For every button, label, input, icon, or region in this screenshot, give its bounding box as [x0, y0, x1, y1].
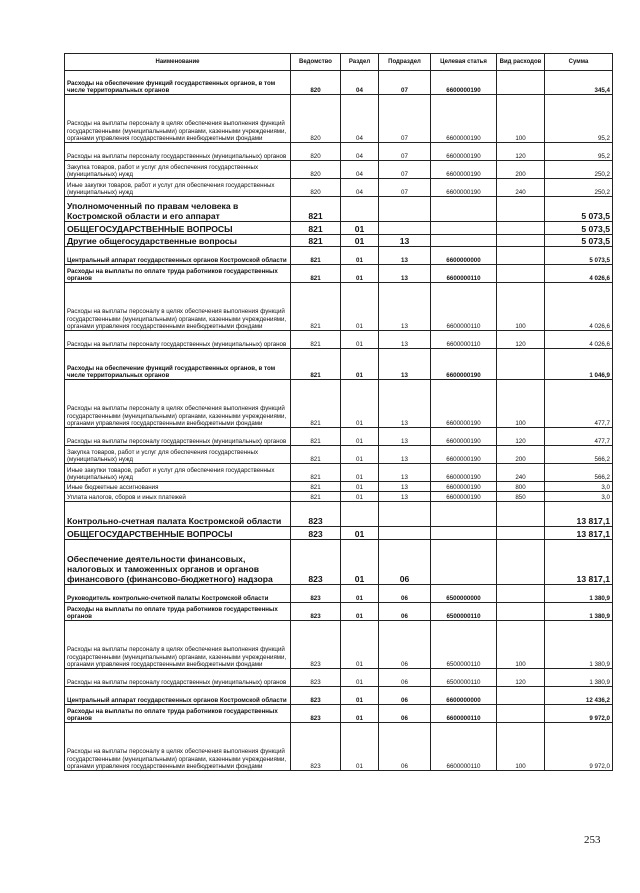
cell-name: Расходы на выплаты персоналу государственных (муниципальных) органов [65, 331, 291, 349]
cell-subsection: 06 [379, 669, 431, 687]
cell-name: Расходы на выплаты персоналу государственных (муниципальных) органов [65, 669, 291, 687]
table-row [65, 247, 613, 265]
cell-amount: 1 046,9 [545, 349, 613, 380]
table-row [65, 428, 613, 446]
table-row [65, 502, 613, 527]
cell-department: 823 [291, 687, 341, 705]
cell-amount: 250,2 [545, 161, 613, 179]
cell-department: 821 [291, 331, 341, 349]
cell-expense-type [497, 502, 545, 527]
table-row [65, 95, 613, 143]
cell-section: 01 [341, 723, 379, 771]
header-subsection: Подраздел [379, 54, 431, 71]
table-row [65, 265, 613, 283]
cell-target-article: 6600000190 [431, 464, 497, 482]
cell-amount: 5 073,5 [545, 222, 613, 235]
cell-subsection: 13 [379, 349, 431, 380]
cell-amount: 5 073,5 [545, 197, 613, 222]
cell-target-article: 6500000110 [431, 669, 497, 687]
cell-department: 820 [291, 161, 341, 179]
cell-target-article: 6600000000 [431, 247, 497, 265]
cell-target-article [431, 235, 497, 247]
cell-name: Другие общегосударственные вопросы [65, 235, 291, 247]
cell-subsection: 13 [379, 492, 431, 502]
cell-subsection: 13 [379, 265, 431, 283]
table-row [65, 235, 613, 247]
table-header-row [65, 54, 613, 71]
table-row [65, 621, 613, 669]
cell-name: Уплата налогов, сборов и иных платежей [65, 492, 291, 502]
cell-amount: 566,2 [545, 446, 613, 464]
cell-department: 823 [291, 621, 341, 669]
cell-expense-type: 120 [497, 669, 545, 687]
cell-amount: 1 380,9 [545, 603, 613, 621]
header-department: Ведомство [291, 54, 341, 71]
cell-name: Расходы на выплаты персоналу в целях обеспечения выполнения функций государственными (муниципальными) органами, казенными учреждениями, органами управления государственными внебюджетными фондами [65, 723, 291, 771]
header-name: Наименование [65, 54, 291, 71]
cell-name: Закупка товаров, работ и услуг для обеспечения государственных (муниципальных) нужд [65, 161, 291, 179]
cell-subsection [379, 222, 431, 235]
cell-subsection: 13 [379, 331, 431, 349]
cell-expense-type: 850 [497, 492, 545, 502]
cell-subsection: 07 [379, 95, 431, 143]
table-row [65, 222, 613, 235]
cell-section: 01 [341, 464, 379, 482]
table-row [65, 197, 613, 222]
header-section: Раздел [341, 54, 379, 71]
table-row [65, 492, 613, 502]
cell-name: Иные бюджетные ассигнования [65, 482, 291, 492]
cell-expense-type: 240 [497, 464, 545, 482]
cell-amount: 4 026,6 [545, 265, 613, 283]
cell-department: 821 [291, 265, 341, 283]
cell-target-article: 6600000000 [431, 687, 497, 705]
table-row [65, 585, 613, 603]
cell-expense-type [497, 222, 545, 235]
cell-target-article [431, 502, 497, 527]
cell-amount: 3,0 [545, 492, 613, 502]
cell-section: 01 [341, 540, 379, 585]
cell-target-article: 6500000110 [431, 603, 497, 621]
cell-department: 823 [291, 603, 341, 621]
table-row [65, 161, 613, 179]
cell-expense-type: 200 [497, 161, 545, 179]
cell-name: Расходы на выплаты персоналу в целях обеспечения выполнения функций государственными (муниципальными) органами, казенными учреждениями, органами управления государственными внебюджетными фондами [65, 380, 291, 428]
cell-amount: 95,2 [545, 143, 613, 161]
cell-amount: 95,2 [545, 95, 613, 143]
cell-amount: 477,7 [545, 380, 613, 428]
cell-department: 820 [291, 179, 341, 197]
cell-amount: 13 817,1 [545, 540, 613, 585]
cell-target-article: 6500000110 [431, 621, 497, 669]
cell-target-article: 6600000190 [431, 492, 497, 502]
cell-target-article: 6600000190 [431, 349, 497, 380]
cell-section: 01 [341, 446, 379, 464]
cell-name: Расходы на выплаты персоналу в целях обеспечения выполнения функций государственными (муниципальными) органами, казенными учреждениями, органами управления государственными внебюджетными фондами [65, 95, 291, 143]
cell-subsection: 13 [379, 380, 431, 428]
table-row [65, 446, 613, 464]
cell-target-article [431, 222, 497, 235]
cell-expense-type: 200 [497, 446, 545, 464]
table-row [65, 380, 613, 428]
cell-amount: 566,2 [545, 464, 613, 482]
cell-target-article [431, 527, 497, 540]
cell-expense-type [497, 265, 545, 283]
cell-target-article: 6600000190 [431, 380, 497, 428]
cell-target-article: 6600000110 [431, 265, 497, 283]
budget-table-sheet [64, 53, 612, 771]
cell-section: 01 [341, 621, 379, 669]
cell-target-article [431, 540, 497, 585]
cell-expense-type: 100 [497, 723, 545, 771]
cell-subsection: 13 [379, 428, 431, 446]
cell-department: 821 [291, 428, 341, 446]
cell-section [341, 502, 379, 527]
cell-department: 821 [291, 464, 341, 482]
cell-name: ОБЩЕГОСУДАРСТВЕННЫЕ ВОПРОСЫ [65, 527, 291, 540]
cell-amount: 9 972,0 [545, 723, 613, 771]
cell-expense-type [497, 585, 545, 603]
table-row [65, 603, 613, 621]
cell-amount: 1 380,9 [545, 621, 613, 669]
cell-name: Обеспечение деятельности финансовых, налоговых и таможенных органов и органов финансового (финансово-бюджетного) надзора [65, 540, 291, 585]
cell-amount: 4 026,6 [545, 331, 613, 349]
cell-subsection: 13 [379, 283, 431, 331]
cell-expense-type [497, 197, 545, 222]
cell-name: Уполномоченный по правам человека в Костромской области и его аппарат [65, 197, 291, 222]
cell-subsection: 07 [379, 179, 431, 197]
cell-target-article: 6600000190 [431, 95, 497, 143]
cell-department: 821 [291, 235, 341, 247]
cell-department: 823 [291, 669, 341, 687]
cell-amount: 1 380,9 [545, 669, 613, 687]
cell-amount: 1 380,9 [545, 585, 613, 603]
cell-expense-type: 100 [497, 621, 545, 669]
cell-name: Закупка товаров, работ и услуг для обеспечения государственных (муниципальных) нужд [65, 446, 291, 464]
table-row [65, 540, 613, 585]
cell-name: Центральный аппарат государственных органов Костромской области [65, 247, 291, 265]
cell-name: Расходы на выплаты по оплате труда работников государственных органов [65, 603, 291, 621]
cell-target-article: 6600000190 [431, 446, 497, 464]
cell-amount: 3,0 [545, 482, 613, 492]
cell-expense-type: 800 [497, 482, 545, 492]
cell-section: 01 [341, 349, 379, 380]
cell-expense-type: 100 [497, 380, 545, 428]
table-row [65, 283, 613, 331]
table-row [65, 349, 613, 380]
cell-expense-type: 240 [497, 179, 545, 197]
cell-name: Расходы на выплаты по оплате труда работников государственных органов [65, 705, 291, 723]
cell-amount: 4 026,6 [545, 283, 613, 331]
cell-amount: 9 972,0 [545, 705, 613, 723]
cell-expense-type: 100 [497, 95, 545, 143]
cell-name: ОБЩЕГОСУДАРСТВЕННЫЕ ВОПРОСЫ [65, 222, 291, 235]
cell-subsection [379, 502, 431, 527]
cell-target-article: 6600000190 [431, 143, 497, 161]
table-row [65, 687, 613, 705]
cell-expense-type [497, 235, 545, 247]
cell-subsection: 06 [379, 603, 431, 621]
table-row [65, 331, 613, 349]
cell-subsection: 06 [379, 621, 431, 669]
cell-expense-type: 100 [497, 283, 545, 331]
cell-subsection: 13 [379, 235, 431, 247]
page-number: 253 [584, 834, 601, 846]
cell-subsection: 06 [379, 540, 431, 585]
cell-department: 821 [291, 283, 341, 331]
cell-section: 04 [341, 71, 379, 95]
cell-department: 823 [291, 723, 341, 771]
cell-name: Контрольно-счетная палата Костромской области [65, 502, 291, 527]
budget-table [64, 53, 613, 771]
cell-section: 01 [341, 265, 379, 283]
cell-subsection: 06 [379, 687, 431, 705]
cell-amount: 250,2 [545, 179, 613, 197]
cell-name: Центральный аппарат государственных органов Костромской области [65, 687, 291, 705]
cell-subsection: 07 [379, 161, 431, 179]
cell-department: 821 [291, 197, 341, 222]
cell-subsection: 13 [379, 446, 431, 464]
cell-subsection: 07 [379, 143, 431, 161]
cell-target-article [431, 197, 497, 222]
cell-amount: 5 073,5 [545, 235, 613, 247]
cell-name: Расходы на выплаты персоналу в целях обеспечения выполнения функций государственными (муниципальными) органами, казенными учреждениями, органами управления государственными внебюджетными фондами [65, 621, 291, 669]
cell-section [341, 197, 379, 222]
table-row [65, 527, 613, 540]
cell-target-article: 6600000110 [431, 331, 497, 349]
header-target-article: Целевая статья [431, 54, 497, 71]
cell-section: 04 [341, 179, 379, 197]
header-expense-type: Вид расходов [497, 54, 545, 71]
cell-target-article: 6600000110 [431, 283, 497, 331]
cell-target-article: 6600000110 [431, 705, 497, 723]
table-row [65, 179, 613, 197]
cell-department: 820 [291, 143, 341, 161]
table-row [65, 705, 613, 723]
cell-subsection: 13 [379, 464, 431, 482]
cell-target-article: 6600000190 [431, 482, 497, 492]
cell-section: 01 [341, 669, 379, 687]
cell-department: 821 [291, 247, 341, 265]
cell-department: 821 [291, 482, 341, 492]
cell-section: 01 [341, 603, 379, 621]
cell-expense-type [497, 687, 545, 705]
cell-section: 01 [341, 428, 379, 446]
cell-name: Расходы на выплаты персоналу в целях обеспечения выполнения функций государственными (муниципальными) органами, казенными учреждениями, органами управления государственными внебюджетными фондами [65, 283, 291, 331]
cell-amount: 345,4 [545, 71, 613, 95]
cell-target-article: 6600000190 [431, 161, 497, 179]
cell-section: 04 [341, 95, 379, 143]
cell-department: 820 [291, 95, 341, 143]
cell-section: 01 [341, 222, 379, 235]
cell-target-article: 6600000110 [431, 723, 497, 771]
cell-target-article: 6500000000 [431, 585, 497, 603]
cell-section: 01 [341, 380, 379, 428]
cell-amount: 13 817,1 [545, 502, 613, 527]
cell-expense-type [497, 349, 545, 380]
table-row [65, 669, 613, 687]
cell-expense-type [497, 247, 545, 265]
table-row [65, 464, 613, 482]
cell-subsection: 06 [379, 705, 431, 723]
cell-section: 01 [341, 492, 379, 502]
cell-name: Расходы на выплаты персоналу государственных (муниципальных) органов [65, 143, 291, 161]
cell-department: 823 [291, 527, 341, 540]
cell-section: 01 [341, 247, 379, 265]
cell-amount: 12 436,2 [545, 687, 613, 705]
cell-target-article: 6600000190 [431, 428, 497, 446]
cell-target-article: 6600000190 [431, 71, 497, 95]
cell-department: 823 [291, 705, 341, 723]
cell-name: Расходы на обеспечение функций государственных органов, в том числе территориальных органов [65, 349, 291, 380]
table-row [65, 482, 613, 492]
cell-subsection: 13 [379, 247, 431, 265]
cell-name: Иные закупки товаров, работ и услуг для обеспечения государственных (муниципальных) нужд [65, 464, 291, 482]
cell-name: Расходы на выплаты персоналу государственных (муниципальных) органов [65, 428, 291, 446]
cell-department: 820 [291, 71, 341, 95]
cell-department: 821 [291, 446, 341, 464]
cell-name: Расходы на обеспечение функций государственных органов, в том числе территориальных органов [65, 71, 291, 95]
cell-section: 01 [341, 283, 379, 331]
cell-section: 01 [341, 235, 379, 247]
cell-section: 01 [341, 482, 379, 492]
cell-section: 01 [341, 331, 379, 349]
table-row [65, 71, 613, 95]
table-row [65, 723, 613, 771]
cell-department: 821 [291, 492, 341, 502]
cell-expense-type [497, 705, 545, 723]
cell-name: Иные закупки товаров, работ и услуг для обеспечения государственных (муниципальных) нужд [65, 179, 291, 197]
cell-subsection [379, 527, 431, 540]
cell-section: 04 [341, 143, 379, 161]
cell-expense-type [497, 603, 545, 621]
table-row [65, 143, 613, 161]
cell-department: 821 [291, 380, 341, 428]
cell-name: Руководитель контрольно-счетной палаты Костромской области [65, 585, 291, 603]
cell-expense-type: 120 [497, 331, 545, 349]
cell-department: 823 [291, 585, 341, 603]
cell-section: 01 [341, 527, 379, 540]
cell-expense-type: 120 [497, 428, 545, 446]
cell-section: 01 [341, 705, 379, 723]
cell-section: 04 [341, 161, 379, 179]
cell-target-article: 6600000190 [431, 179, 497, 197]
cell-department: 823 [291, 540, 341, 585]
header-amount: Сумма [545, 54, 613, 71]
cell-subsection [379, 197, 431, 222]
cell-subsection: 06 [379, 723, 431, 771]
cell-expense-type: 120 [497, 143, 545, 161]
cell-expense-type [497, 71, 545, 95]
cell-department: 821 [291, 222, 341, 235]
cell-subsection: 06 [379, 585, 431, 603]
cell-expense-type [497, 527, 545, 540]
cell-subsection: 07 [379, 71, 431, 95]
cell-department: 823 [291, 502, 341, 527]
cell-amount: 13 817,1 [545, 527, 613, 540]
cell-department: 821 [291, 349, 341, 380]
cell-amount: 5 073,5 [545, 247, 613, 265]
cell-subsection: 13 [379, 482, 431, 492]
cell-section: 01 [341, 687, 379, 705]
cell-name: Расходы на выплаты по оплате труда работников государственных органов [65, 265, 291, 283]
cell-expense-type [497, 540, 545, 585]
cell-amount: 477,7 [545, 428, 613, 446]
table-body [65, 71, 613, 771]
cell-section: 01 [341, 585, 379, 603]
